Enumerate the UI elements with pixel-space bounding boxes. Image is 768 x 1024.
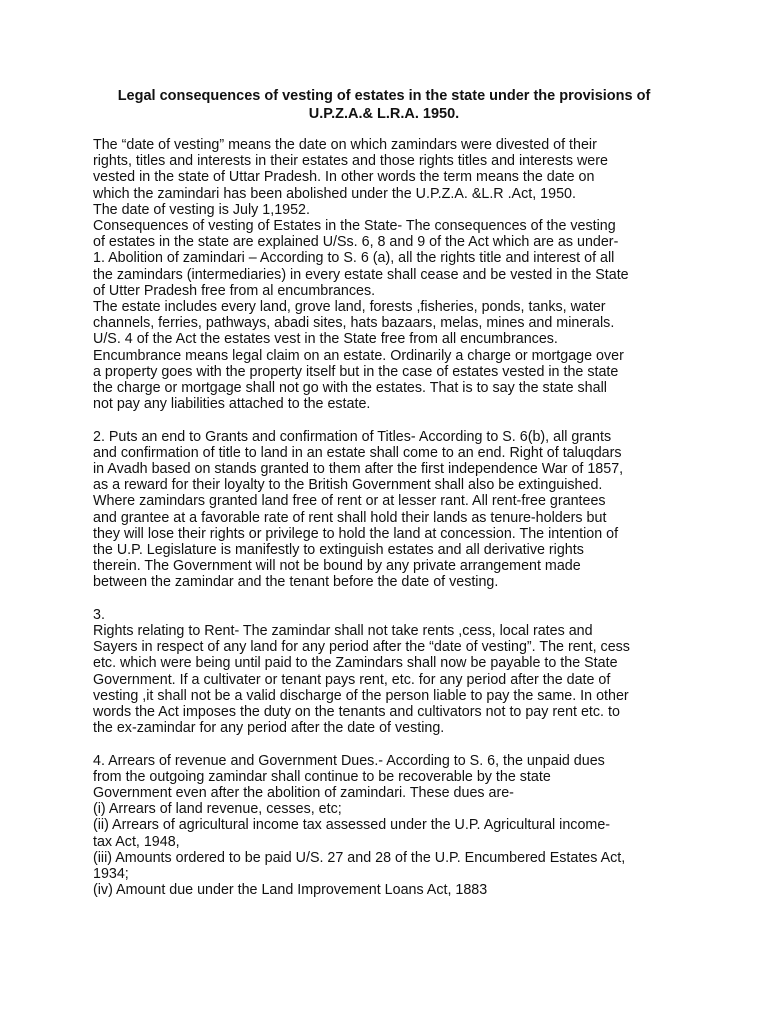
point-4-paragraph: 4. Arrears of revenue and Government Dues.- According to S. 6, the unpaid dues from the outgoing zamindar shall continue to be recoverable by the state Government even after the abolition of zamindari. These dues are- (i) Arrears of land revenue, cesses, etc; (ii) Arrears of agricultural income tax assessed under the U.P. Agricultural income- tax Act, 1948, (iii) Amounts ordered to be paid U/S. 27 and 28 of the U.P. Encumbered Estates Act, 1934; (iv) Amount due under the Land Improvement Loans Act, 1883 [93,752,626,899]
document-body [93,137,693,899]
point-2-paragraph: 2. Puts an end to Grants and confirmation of Titles- According to S. 6(b), all grants and confirmation of title to land in an estate shall come to an end. Right of taluqdars in Avadh based on stands granted to them after the first independence War of 1857, as a reward for their loyalty to the British Government shall also be extinguished. Where zamindars granted land free of rent or at lesser rant. All rent-free grantees and grantee at a favorable rate of rent shall hold their lands as tenure-holders but they will lose their rights or privilege to hold the land at concession. The intention of the U.P. Legislature is manifestly to extinguish estates and all derivative rights therein. The Government will not be bound by any private arrangement made between the zamindar and the tenant before the date of vesting. [93,428,624,591]
intro-paragraph: The “date of vesting” means the date on which zamindars were divested of their rights, titles and interests in their estates and those rights titles and interests were vested in the state of Uttar Pradesh. In other words the term means the date on which the zamindari has been abolished under the U.P.Z.A. &L.R .Act, 1950. The date of vesting is July 1,1952. Consequences of vesting of Estates in the State- The consequences of the vesting of estates in the state are explained U/Ss. 6, 8 and 9 of the Act which are as under- 1. Abolition of zamindari – According to S. 6 (a), all the rights title and interest of all the zamindars (intermediaries) in every estate shall cease and be vested in the State of Utter Pradesh free from al encumbrances. The estate includes every land, grove land, forests ,fisheries, ponds, tanks, water channels, ferries, pathways, abadi sites, hats bazaars, melas, mines and minerals. U/S. 4 of the Act the estates vest in the State free from all encumbrances. Encumbrance means legal claim on an estate. Ordinarily a charge or mortgage over a property goes with the property itself but in the case of estates vested in the state the charge or mortgage shall not go with the estates. That is to say the state shall not pay any liabilities attached to the estate. [93,137,629,413]
paragraph-gap [93,591,693,607]
point-3-number: 3. [93,606,105,623]
paragraph-gap [93,412,693,428]
point-3-paragraph: Rights relating to Rent- The zamindar shall not take rents ,cess, local rates and Sayers in respect of any land for any period after the “date of vesting”. The rent, cess etc. which were being until paid to the Zamindars shall now be payable to the State Government. If a cultivater or tenant pays rent, etc. for any period after the date of vesting ,it shall not be a valid discharge of the person liable to pay the same. In other words the Act imposes the duty on the tenants and cultivators not to pay rent etc. to the ex-zamindar for any period after the date of vesting. [93,623,630,737]
paragraph-gap [93,736,693,752]
document-title: Legal consequences of vesting of estates in the state under the provisions of U.P.Z.A.& L.R.A. 1950. [117,88,651,122]
